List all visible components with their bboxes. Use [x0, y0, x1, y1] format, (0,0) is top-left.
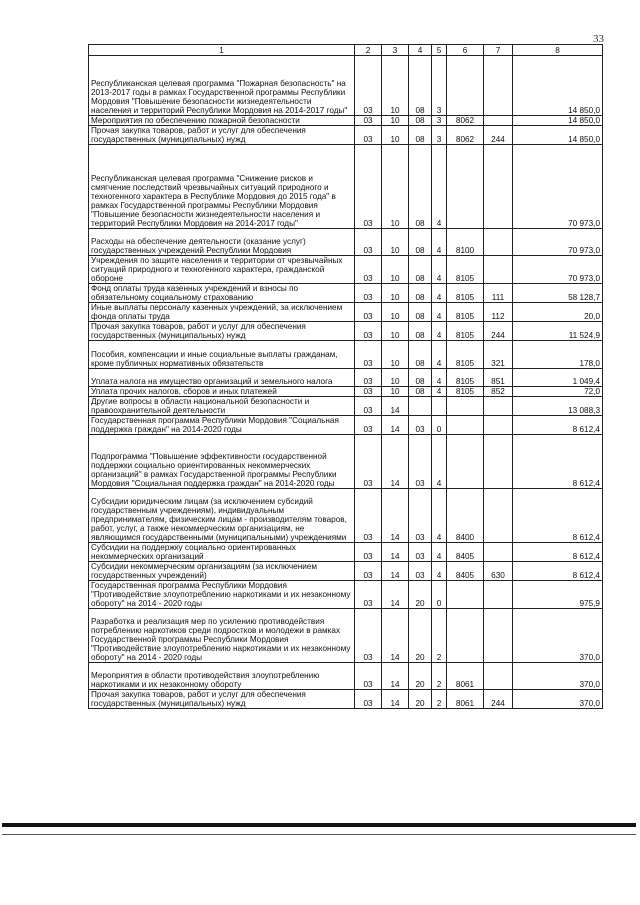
subsection-cell: 10 [382, 126, 409, 145]
program-cell: 08 [409, 229, 432, 256]
target-item-cell: 8405 [447, 562, 484, 581]
expense-type-cell [484, 116, 513, 126]
table-row [89, 126, 603, 145]
section-cell: 03 [355, 581, 382, 609]
subsection-cell: 10 [382, 387, 409, 397]
subsection-cell: 14 [382, 543, 409, 562]
table-row [89, 397, 603, 416]
program-cell: 08 [409, 284, 432, 303]
expense-type-cell [484, 416, 513, 435]
subprogram-cell: 4 [432, 229, 447, 256]
subprogram-cell: 2 [432, 609, 447, 663]
subsection-cell: 10 [382, 229, 409, 256]
subsection-cell: 10 [382, 284, 409, 303]
expense-type-cell [484, 256, 513, 284]
expense-type-cell: 111 [484, 284, 513, 303]
row-name-cell: Фонд оплаты труда казенных учреждений и взносы по обязательному социальному страхованию [89, 284, 355, 303]
program-cell: 08 [409, 387, 432, 397]
row-name-cell: Разработка и реализация мер по усилению противодействия потреблению наркотиков среди подростков и молодежи в рамках Государственной программы Республики Мордовия "Противодействие злоупотреблению наркотиками и их незаконному обороту" на 2014 - 2020 годы [89, 609, 355, 663]
section-cell: 03 [355, 416, 382, 435]
footer-rule [2, 823, 636, 827]
subprogram-cell: 3 [432, 126, 447, 145]
amount-cell: 1 049,4 [513, 369, 603, 387]
footer-rule-thin [2, 834, 636, 835]
expense-type-cell [484, 581, 513, 609]
target-item-cell: 8062 [447, 126, 484, 145]
program-cell: 20 [409, 609, 432, 663]
section-cell: 03 [355, 663, 382, 690]
expense-type-cell: 244 [484, 322, 513, 341]
subsection-cell: 14 [382, 562, 409, 581]
program-cell: 03 [409, 489, 432, 543]
subprogram-cell: 4 [432, 145, 447, 229]
target-item-cell: 8062 [447, 116, 484, 126]
section-cell: 03 [355, 256, 382, 284]
program-cell: 08 [409, 303, 432, 322]
program-cell: 08 [409, 256, 432, 284]
table-row [89, 562, 603, 581]
row-name-cell: Уплата налога на имущество организаций и земельного налога [89, 369, 355, 387]
program-cell: 08 [409, 341, 432, 369]
subsection-cell: 10 [382, 145, 409, 229]
expense-type-cell [484, 56, 513, 116]
col-header: 3 [382, 45, 409, 56]
subprogram-cell: 4 [432, 303, 447, 322]
table-row [89, 256, 603, 284]
expense-type-cell: 321 [484, 341, 513, 369]
expense-type-cell [484, 397, 513, 416]
subprogram-cell: 4 [432, 341, 447, 369]
section-cell: 03 [355, 690, 382, 709]
col-header: 4 [409, 45, 432, 56]
col-header: 1 [89, 45, 355, 56]
amount-cell: 70 973,0 [513, 145, 603, 229]
amount-cell: 72,0 [513, 387, 603, 397]
program-cell: 20 [409, 581, 432, 609]
target-item-cell [447, 416, 484, 435]
target-item-cell [447, 609, 484, 663]
row-name-cell: Иные выплаты персоналу казенных учреждений, за исключением фонда оплаты труда [89, 303, 355, 322]
section-cell: 03 [355, 341, 382, 369]
col-header: 8 [513, 45, 603, 56]
row-name-cell: Пособия, компенсации и иные социальные выплаты гражданам, кроме публичных нормативных обязательств [89, 341, 355, 369]
target-item-cell: 8105 [447, 341, 484, 369]
subprogram-cell: 2 [432, 690, 447, 709]
row-name-cell: Субсидии юридическим лицам (за исключением субсидий государственным учреждениям), индивидуальным предпринимателям, физическим лицам - производителям товаров, работ, услуг, а также некоммерческим организациям, не являющимся государственными (муниципальными) учреждениями [89, 489, 355, 543]
section-cell: 03 [355, 562, 382, 581]
col-header: 2 [355, 45, 382, 56]
subprogram-cell: 3 [432, 116, 447, 126]
col-header: 7 [484, 45, 513, 56]
amount-cell: 58 128,7 [513, 284, 603, 303]
subprogram-cell: 4 [432, 489, 447, 543]
subprogram-cell: 4 [432, 562, 447, 581]
program-cell: 08 [409, 369, 432, 387]
target-item-cell: 8105 [447, 284, 484, 303]
expense-type-cell [484, 229, 513, 256]
table-header-row [89, 45, 603, 56]
subprogram-cell: 4 [432, 322, 447, 341]
row-name-cell: Прочая закупка товаров, работ и услуг для обеспечения государственных (муниципальных) нужд [89, 322, 355, 341]
subsection-cell: 10 [382, 303, 409, 322]
target-item-cell: 8100 [447, 229, 484, 256]
amount-cell: 8 612,4 [513, 543, 603, 562]
subprogram-cell [432, 397, 447, 416]
table-row [89, 145, 603, 229]
table-row [89, 322, 603, 341]
row-name-cell: Республиканская целевая программа "Пожарная безопасность" на 2013-2017 годы в рамках Государственной программы Республики Мордовия "Повышение безопасности жизнедеятельности населения и территорий Республики Мордовия на 2014-2017 годы" [89, 56, 355, 116]
subsection-cell: 10 [382, 256, 409, 284]
program-cell: 08 [409, 116, 432, 126]
subsection-cell: 14 [382, 663, 409, 690]
section-cell: 03 [355, 284, 382, 303]
target-item-cell: 8105 [447, 322, 484, 341]
row-name-cell: Государственная программа Республики Мордовия "Противодействие злоупотреблению наркотиками и их незаконному обороту" на 2014 - 2020 годы [89, 581, 355, 609]
row-name-cell: Прочая закупка товаров, работ и услуг для обеспечения государственных (муниципальных) нужд [89, 690, 355, 709]
subprogram-cell: 4 [432, 256, 447, 284]
amount-cell: 70 973,0 [513, 229, 603, 256]
target-item-cell: 8061 [447, 663, 484, 690]
expense-type-cell [484, 609, 513, 663]
row-name-cell: Субсидии некоммерческим организациям (за исключением государственных учреждений) [89, 562, 355, 581]
table-row [89, 543, 603, 562]
row-name-cell: Уплата прочих налогов, сборов и иных платежей [89, 387, 355, 397]
expense-type-cell: 112 [484, 303, 513, 322]
table-row [89, 387, 603, 397]
table-row [89, 284, 603, 303]
subsection-cell: 14 [382, 435, 409, 489]
subsection-cell: 14 [382, 489, 409, 543]
amount-cell: 8 612,4 [513, 489, 603, 543]
table-row [89, 416, 603, 435]
program-cell: 08 [409, 56, 432, 116]
row-name-cell: Субсидии на поддержку социально ориентированных некоммерческих организаций [89, 543, 355, 562]
section-cell: 03 [355, 126, 382, 145]
table-row [89, 690, 603, 709]
program-cell: 03 [409, 543, 432, 562]
program-cell: 08 [409, 145, 432, 229]
row-name-cell: Республиканская целевая программа "Снижение рисков и смягчение последствий чрезвычайных ситуаций природного и техногенного характера в Республике Мордовия до 2015 года" в рамках Государственной программы Республики Мордовия "Повышение безопасности жизнедеятельности населения и территорий Республики Мордовия на 2014-2017 годы" [89, 145, 355, 229]
row-name-cell: Мероприятия в области противодействия злоупотреблению наркотиками и их незаконному обороту [89, 663, 355, 690]
amount-cell: 14 850,0 [513, 126, 603, 145]
target-item-cell [447, 581, 484, 609]
expense-type-cell [484, 543, 513, 562]
program-cell: 20 [409, 690, 432, 709]
subsection-cell: 14 [382, 609, 409, 663]
program-cell: 03 [409, 416, 432, 435]
section-cell: 03 [355, 435, 382, 489]
program-cell: 20 [409, 663, 432, 690]
col-header: 5 [432, 45, 447, 56]
amount-cell: 13 088,3 [513, 397, 603, 416]
expense-type-cell: 244 [484, 690, 513, 709]
amount-cell: 370,0 [513, 690, 603, 709]
amount-cell: 370,0 [513, 663, 603, 690]
subsection-cell: 10 [382, 341, 409, 369]
program-cell: 08 [409, 322, 432, 341]
table-row [89, 56, 603, 116]
program-cell: 08 [409, 126, 432, 145]
subsection-cell: 10 [382, 56, 409, 116]
subprogram-cell: 4 [432, 543, 447, 562]
target-item-cell [447, 435, 484, 489]
section-cell: 03 [355, 387, 382, 397]
program-cell [409, 397, 432, 416]
expense-type-cell: 852 [484, 387, 513, 397]
section-cell: 03 [355, 397, 382, 416]
table-row [89, 435, 603, 489]
subprogram-cell: 0 [432, 416, 447, 435]
subprogram-cell: 4 [432, 435, 447, 489]
section-cell: 03 [355, 543, 382, 562]
table-row [89, 229, 603, 256]
expense-type-cell [484, 489, 513, 543]
table-row [89, 489, 603, 543]
section-cell: 03 [355, 56, 382, 116]
target-item-cell: 8400 [447, 489, 484, 543]
target-item-cell: 8405 [447, 543, 484, 562]
amount-cell: 14 850,0 [513, 116, 603, 126]
subsection-cell: 10 [382, 322, 409, 341]
row-name-cell: Другие вопросы в области национальной безопасности и правоохранительной деятельности [89, 397, 355, 416]
subsection-cell: 14 [382, 397, 409, 416]
target-item-cell: 8105 [447, 303, 484, 322]
row-name-cell: Расходы на обеспечение деятельности (оказание услуг) государственных учреждений Республики Мордовия [89, 229, 355, 256]
target-item-cell: 8061 [447, 690, 484, 709]
amount-cell: 8 612,4 [513, 416, 603, 435]
amount-cell: 370,0 [513, 609, 603, 663]
expense-type-cell: 851 [484, 369, 513, 387]
expense-type-cell [484, 435, 513, 489]
table-row [89, 341, 603, 369]
section-cell: 03 [355, 369, 382, 387]
section-cell: 03 [355, 322, 382, 341]
amount-cell: 70 973,0 [513, 256, 603, 284]
amount-cell: 178,0 [513, 341, 603, 369]
target-item-cell [447, 397, 484, 416]
table-row [89, 369, 603, 387]
subprogram-cell: 3 [432, 56, 447, 116]
subprogram-cell: 4 [432, 284, 447, 303]
table-row [89, 609, 603, 663]
expense-type-cell: 244 [484, 126, 513, 145]
table-row [89, 581, 603, 609]
row-name-cell: Учреждения по защите населения и территории от чрезвычайных ситуаций природного и техногенного характера, гражданской обороне [89, 256, 355, 284]
subprogram-cell: 0 [432, 581, 447, 609]
expense-type-cell [484, 663, 513, 690]
subsection-cell: 10 [382, 369, 409, 387]
table-row [89, 303, 603, 322]
row-name-cell: Прочая закупка товаров, работ и услуг для обеспечения государственных (муниципальных) нужд [89, 126, 355, 145]
budget-table [88, 44, 603, 709]
target-item-cell: 8105 [447, 256, 484, 284]
target-item-cell: 8105 [447, 369, 484, 387]
subsection-cell: 14 [382, 416, 409, 435]
subsection-cell: 10 [382, 116, 409, 126]
row-name-cell: Мероприятия по обеспечению пожарной безопасности [89, 116, 355, 126]
program-cell: 03 [409, 435, 432, 489]
section-cell: 03 [355, 229, 382, 256]
section-cell: 03 [355, 303, 382, 322]
table-body [89, 56, 603, 709]
page-number: 33 [593, 33, 604, 45]
amount-cell: 20,0 [513, 303, 603, 322]
expense-type-cell: 630 [484, 562, 513, 581]
subprogram-cell: 4 [432, 387, 447, 397]
target-item-cell [447, 145, 484, 229]
row-name-cell: Подпрограмма "Повышение эффективности государственной поддержки социально ориентированных некоммерческих организаций" в рамках Государственной программы Республики Мордовия "Социальная поддержка граждан" на 2014-2020 годы [89, 435, 355, 489]
row-name-cell: Государственная программа Республики Мордовия "Социальная поддержка граждан" на 2014-2020 годы [89, 416, 355, 435]
amount-cell: 975,9 [513, 581, 603, 609]
section-cell: 03 [355, 145, 382, 229]
program-cell: 03 [409, 562, 432, 581]
target-item-cell: 8105 [447, 387, 484, 397]
table-row [89, 116, 603, 126]
amount-cell: 8 612,4 [513, 562, 603, 581]
expense-type-cell [484, 145, 513, 229]
amount-cell: 8 612,4 [513, 435, 603, 489]
subsection-cell: 14 [382, 581, 409, 609]
section-cell: 03 [355, 489, 382, 543]
target-item-cell [447, 56, 484, 116]
amount-cell: 14 850,0 [513, 56, 603, 116]
table-row [89, 663, 603, 690]
amount-cell: 11 524,9 [513, 322, 603, 341]
subprogram-cell: 4 [432, 369, 447, 387]
col-header: 6 [447, 45, 484, 56]
subprogram-cell: 2 [432, 663, 447, 690]
section-cell: 03 [355, 116, 382, 126]
section-cell: 03 [355, 609, 382, 663]
subsection-cell: 14 [382, 690, 409, 709]
